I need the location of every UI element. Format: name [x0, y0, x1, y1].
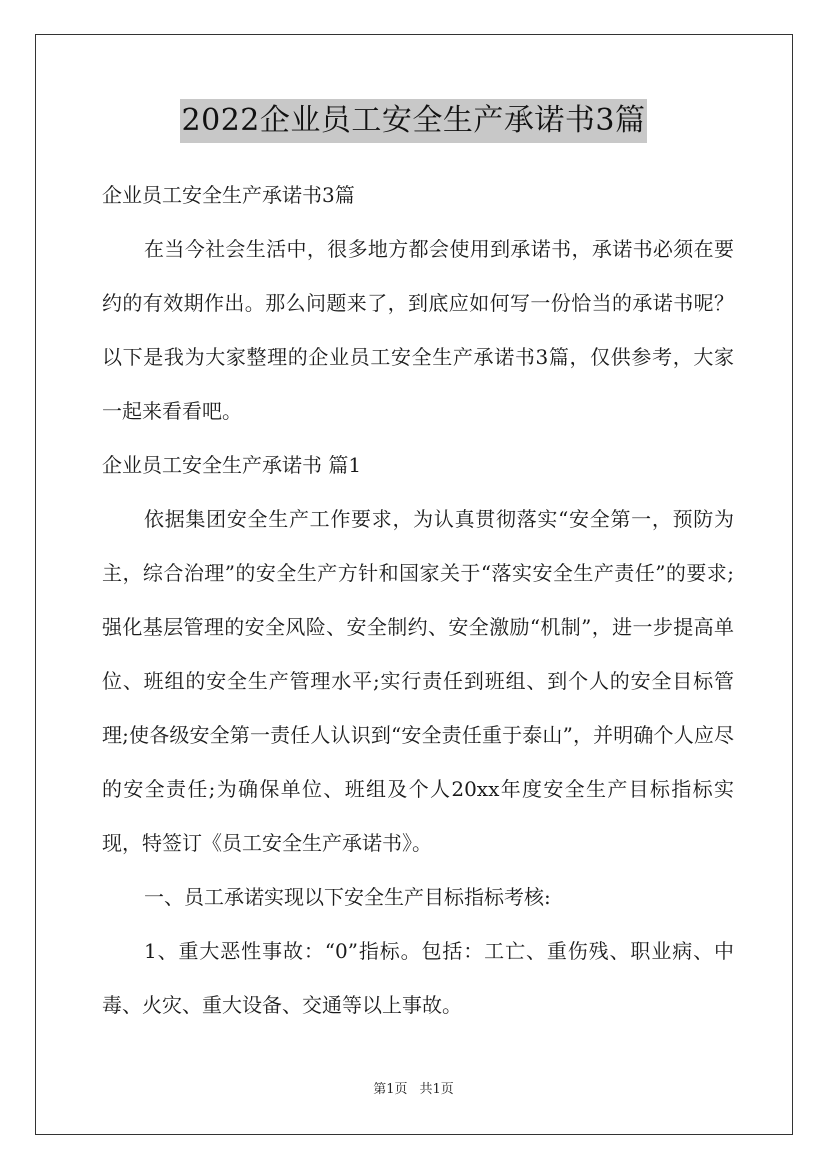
subtitle-heading: 企业员工安全生产承诺书3篇: [102, 183, 355, 207]
document-body: [102, 168, 734, 1032]
intro-paragraph: 在当今社会生活中，很多地方都会使用到承诺书，承诺书必须在要约的有效期作出。那么问题来了，到底应如何写一份恰当的承诺书呢？以下是我为大家整理的企业员工安全生产承诺书3篇，仅供参考，大家一起来看看吧。: [102, 237, 734, 423]
body-paragraph: 依据集团安全生产工作要求，为认真贯彻落实“安全第一，预防为主，综合治理”的安全生产方针和国家关于“落实安全生产责任”的要求;强化基层管理的安全风险、安全制约、安全激励“机制”，进一步提高单位、班组的安全生产管理水平;实行责任到班组、到个人的安全目标管理;使各级安全第一责任人认识到“安全责任重于泰山”，并明确个人应尽的安全责任;为确保单位、班组及个人20xx年度安全生产目标指标实现，特签订《员工安全生产承诺书》。: [102, 507, 734, 855]
commitment-list-heading: 一、员工承诺实现以下安全生产目标指标考核:: [144, 885, 551, 909]
page-number: 第1页: [373, 1082, 408, 1097]
section-heading-part-1: 企业员工安全生产承诺书 篇1: [102, 453, 362, 477]
title-container: [0, 99, 827, 143]
commitment-item-1: 1、重大恶性事故：“0”指标。包括：工亡、重伤残、职业病、中毒、火灾、重大设备、交通等以上事故。: [102, 939, 734, 1017]
document-title: 2022企业员工安全生产承诺书3篇: [180, 99, 648, 143]
page-footer: [0, 1080, 827, 1100]
page-total: 共1页: [419, 1082, 454, 1097]
